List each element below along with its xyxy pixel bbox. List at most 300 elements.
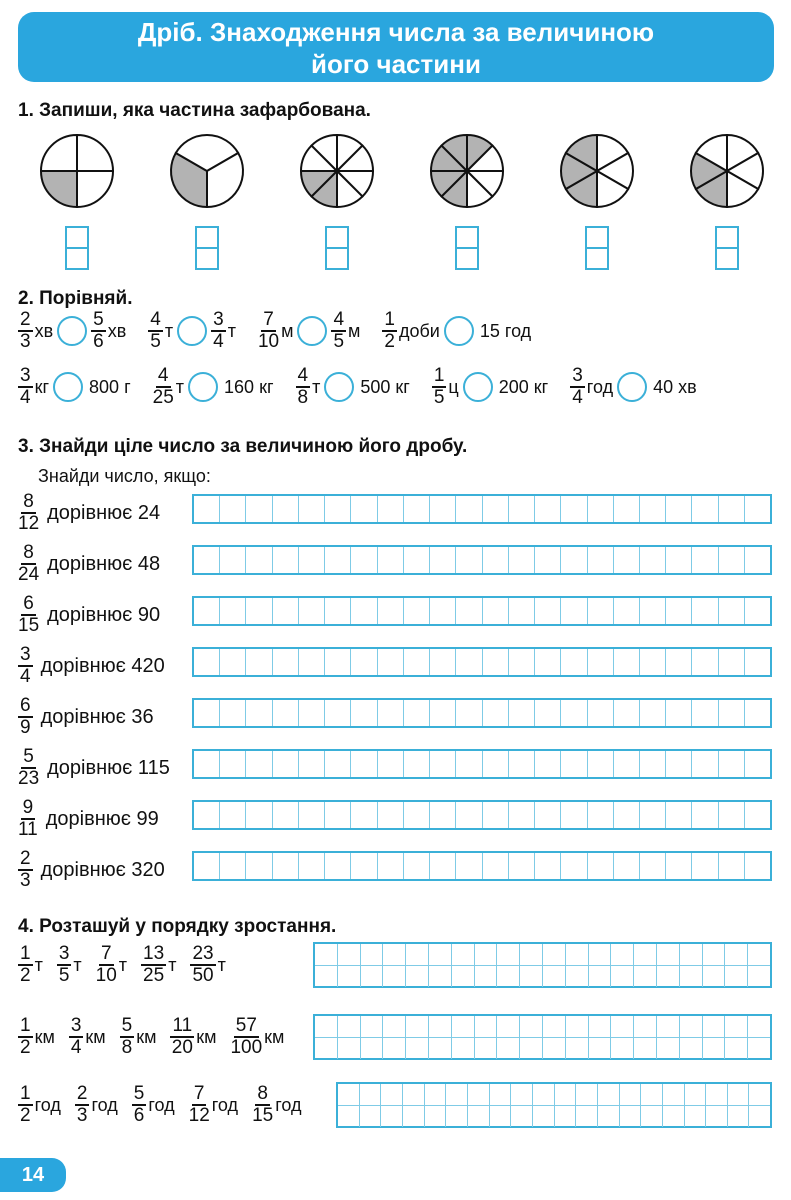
grid-cell[interactable] bbox=[483, 598, 509, 624]
compare-sign-circle[interactable] bbox=[188, 372, 218, 402]
grid-cell[interactable] bbox=[325, 547, 351, 573]
grid-cell[interactable] bbox=[456, 598, 482, 624]
grid-cell[interactable] bbox=[483, 547, 509, 573]
grid-cell[interactable] bbox=[497, 944, 520, 965]
grid-cell[interactable] bbox=[446, 1084, 468, 1105]
grid-cell[interactable] bbox=[692, 751, 718, 777]
grid-cell[interactable] bbox=[692, 598, 718, 624]
answer-grid[interactable] bbox=[192, 494, 772, 524]
compare-sign-circle[interactable] bbox=[177, 316, 207, 346]
grid-cell[interactable] bbox=[406, 1016, 429, 1037]
grid-cell[interactable] bbox=[430, 496, 456, 522]
grid-cell[interactable] bbox=[728, 1084, 750, 1105]
answer-grid[interactable] bbox=[192, 647, 772, 677]
answer-fraction-box[interactable] bbox=[195, 226, 219, 270]
grid-cell[interactable] bbox=[220, 700, 246, 726]
grid-cell[interactable] bbox=[725, 1016, 748, 1037]
grid-cell[interactable] bbox=[299, 649, 325, 675]
grid-cell[interactable] bbox=[641, 1084, 663, 1105]
grid-cell[interactable] bbox=[509, 598, 535, 624]
grid-cell[interactable] bbox=[378, 547, 404, 573]
grid-cell[interactable] bbox=[703, 1038, 726, 1059]
grid-cell[interactable] bbox=[543, 966, 566, 987]
grid-cell[interactable] bbox=[748, 966, 770, 987]
grid-cell[interactable] bbox=[273, 853, 299, 879]
grid-cell[interactable] bbox=[706, 1106, 728, 1127]
grid-cell[interactable] bbox=[456, 802, 482, 828]
grid-cell[interactable] bbox=[430, 547, 456, 573]
grid-cell[interactable] bbox=[640, 751, 666, 777]
grid-cell[interactable] bbox=[361, 1038, 384, 1059]
grid-cell[interactable] bbox=[745, 853, 770, 879]
grid-cell[interactable] bbox=[640, 547, 666, 573]
grid-cell[interactable] bbox=[483, 649, 509, 675]
grid-cell[interactable] bbox=[535, 700, 561, 726]
grid-cell[interactable] bbox=[657, 1038, 680, 1059]
grid-cell[interactable] bbox=[361, 944, 384, 965]
grid-cell[interactable] bbox=[588, 496, 614, 522]
grid-cell[interactable] bbox=[246, 496, 272, 522]
grid-cell[interactable] bbox=[692, 700, 718, 726]
grid-cell[interactable] bbox=[299, 853, 325, 879]
grid-cell[interactable] bbox=[719, 496, 745, 522]
grid-cell[interactable] bbox=[533, 1106, 555, 1127]
answer-grid[interactable] bbox=[192, 749, 772, 779]
grid-cell[interactable] bbox=[220, 547, 246, 573]
grid-cell[interactable] bbox=[475, 966, 498, 987]
grid-cell[interactable] bbox=[589, 966, 612, 987]
grid-cell[interactable] bbox=[315, 1038, 338, 1059]
grid-cell[interactable] bbox=[719, 802, 745, 828]
grid-cell[interactable] bbox=[315, 944, 338, 965]
grid-cell[interactable] bbox=[634, 1016, 657, 1037]
grid-cell[interactable] bbox=[588, 649, 614, 675]
grid-cell[interactable] bbox=[273, 496, 299, 522]
grid-cell[interactable] bbox=[685, 1084, 707, 1105]
grid-cell[interactable] bbox=[446, 1106, 468, 1127]
grid-cell[interactable] bbox=[338, 1016, 361, 1037]
grid-cell[interactable] bbox=[273, 700, 299, 726]
grid-cell[interactable] bbox=[383, 1038, 406, 1059]
grid-cell[interactable] bbox=[430, 853, 456, 879]
grid-cell[interactable] bbox=[246, 547, 272, 573]
grid-cell[interactable] bbox=[497, 1016, 520, 1037]
grid-cell[interactable] bbox=[692, 547, 718, 573]
grid-cell[interactable] bbox=[351, 853, 377, 879]
grid-cell[interactable] bbox=[749, 1084, 770, 1105]
grid-cell[interactable] bbox=[509, 496, 535, 522]
grid-cell[interactable] bbox=[680, 966, 703, 987]
grid-cell[interactable] bbox=[588, 802, 614, 828]
grid-cell[interactable] bbox=[749, 1106, 770, 1127]
grid-cell[interactable] bbox=[246, 649, 272, 675]
grid-cell[interactable] bbox=[194, 649, 220, 675]
grid-cell[interactable] bbox=[509, 802, 535, 828]
grid-cell[interactable] bbox=[657, 1016, 680, 1037]
grid-cell[interactable] bbox=[561, 751, 587, 777]
grid-cell[interactable] bbox=[475, 944, 498, 965]
grid-cell[interactable] bbox=[220, 853, 246, 879]
grid-cell[interactable] bbox=[614, 751, 640, 777]
grid-cell[interactable] bbox=[351, 598, 377, 624]
grid-cell[interactable] bbox=[640, 496, 666, 522]
grid-cell[interactable] bbox=[299, 547, 325, 573]
grid-cell[interactable] bbox=[620, 1084, 642, 1105]
grid-cell[interactable] bbox=[483, 496, 509, 522]
grid-cell[interactable] bbox=[194, 751, 220, 777]
grid-cell[interactable] bbox=[378, 649, 404, 675]
grid-cell[interactable] bbox=[351, 547, 377, 573]
grid-cell[interactable] bbox=[535, 802, 561, 828]
grid-cell[interactable] bbox=[666, 751, 692, 777]
grid-cell[interactable] bbox=[429, 1016, 452, 1037]
grid-cell[interactable] bbox=[640, 700, 666, 726]
compare-sign-circle[interactable] bbox=[617, 372, 647, 402]
grid-cell[interactable] bbox=[194, 700, 220, 726]
grid-cell[interactable] bbox=[703, 966, 726, 987]
grid-cell[interactable] bbox=[511, 1106, 533, 1127]
grid-cell[interactable] bbox=[589, 1038, 612, 1059]
grid-cell[interactable] bbox=[273, 598, 299, 624]
grid-cell[interactable] bbox=[566, 966, 589, 987]
grid-cell[interactable] bbox=[378, 496, 404, 522]
grid-cell[interactable] bbox=[535, 853, 561, 879]
grid-cell[interactable] bbox=[403, 1106, 425, 1127]
grid-cell[interactable] bbox=[561, 598, 587, 624]
grid-cell[interactable] bbox=[520, 944, 543, 965]
grid-cell[interactable] bbox=[576, 1106, 598, 1127]
grid-cell[interactable] bbox=[430, 649, 456, 675]
grid-cell[interactable] bbox=[315, 966, 338, 987]
grid-cell[interactable] bbox=[692, 496, 718, 522]
grid-cell[interactable] bbox=[614, 802, 640, 828]
grid-cell[interactable] bbox=[719, 751, 745, 777]
grid-cell[interactable] bbox=[692, 802, 718, 828]
grid-cell[interactable] bbox=[404, 649, 430, 675]
grid-cell[interactable] bbox=[680, 1016, 703, 1037]
grid-cell[interactable] bbox=[719, 547, 745, 573]
grid-cell[interactable] bbox=[566, 1016, 589, 1037]
grid-cell[interactable] bbox=[456, 649, 482, 675]
grid-cell[interactable] bbox=[511, 1084, 533, 1105]
grid-cell[interactable] bbox=[566, 1038, 589, 1059]
grid-cell[interactable] bbox=[561, 496, 587, 522]
grid-cell[interactable] bbox=[555, 1084, 577, 1105]
grid-cell[interactable] bbox=[745, 598, 770, 624]
grid-cell[interactable] bbox=[325, 598, 351, 624]
grid-cell[interactable] bbox=[325, 496, 351, 522]
grid-cell[interactable] bbox=[543, 1016, 566, 1037]
grid-cell[interactable] bbox=[406, 944, 429, 965]
grid-cell[interactable] bbox=[703, 1016, 726, 1037]
grid-cell[interactable] bbox=[640, 853, 666, 879]
grid-cell[interactable] bbox=[535, 649, 561, 675]
grid-cell[interactable] bbox=[194, 547, 220, 573]
grid-cell[interactable] bbox=[533, 1084, 555, 1105]
grid-cell[interactable] bbox=[194, 853, 220, 879]
grid-cell[interactable] bbox=[725, 944, 748, 965]
grid-cell[interactable] bbox=[620, 1106, 642, 1127]
grid-cell[interactable] bbox=[535, 751, 561, 777]
grid-cell[interactable] bbox=[246, 598, 272, 624]
answer-fraction-box[interactable] bbox=[715, 226, 739, 270]
grid-cell[interactable] bbox=[338, 1038, 361, 1059]
grid-cell[interactable] bbox=[719, 649, 745, 675]
grid-cell[interactable] bbox=[351, 751, 377, 777]
compare-sign-circle[interactable] bbox=[444, 316, 474, 346]
grid-cell[interactable] bbox=[452, 1016, 475, 1037]
grid-cell[interactable] bbox=[338, 1084, 360, 1105]
grid-cell[interactable] bbox=[663, 1106, 685, 1127]
grid-cell[interactable] bbox=[748, 944, 770, 965]
grid-cell[interactable] bbox=[614, 649, 640, 675]
grid-cell[interactable] bbox=[456, 853, 482, 879]
answer-fraction-box[interactable] bbox=[455, 226, 479, 270]
grid-cell[interactable] bbox=[725, 1038, 748, 1059]
answer-fraction-box[interactable] bbox=[585, 226, 609, 270]
grid-cell[interactable] bbox=[719, 598, 745, 624]
grid-cell[interactable] bbox=[325, 649, 351, 675]
grid-cell[interactable] bbox=[406, 1038, 429, 1059]
grid-cell[interactable] bbox=[640, 649, 666, 675]
grid-cell[interactable] bbox=[273, 802, 299, 828]
grid-cell[interactable] bbox=[745, 700, 770, 726]
grid-cell[interactable] bbox=[383, 966, 406, 987]
grid-cell[interactable] bbox=[680, 944, 703, 965]
grid-cell[interactable] bbox=[351, 649, 377, 675]
answer-grid[interactable] bbox=[192, 851, 772, 881]
grid-cell[interactable] bbox=[430, 598, 456, 624]
grid-cell[interactable] bbox=[361, 1016, 384, 1037]
grid-cell[interactable] bbox=[361, 966, 384, 987]
grid-cell[interactable] bbox=[429, 1038, 452, 1059]
answer-fraction-box[interactable] bbox=[325, 226, 349, 270]
answer-grid[interactable] bbox=[192, 800, 772, 830]
grid-cell[interactable] bbox=[666, 649, 692, 675]
grid-cell[interactable] bbox=[452, 966, 475, 987]
grid-cell[interactable] bbox=[425, 1084, 447, 1105]
order-answer-grid[interactable] bbox=[313, 1014, 772, 1060]
grid-cell[interactable] bbox=[657, 944, 680, 965]
grid-cell[interactable] bbox=[194, 802, 220, 828]
grid-cell[interactable] bbox=[483, 802, 509, 828]
grid-cell[interactable] bbox=[338, 1106, 360, 1127]
grid-cell[interactable] bbox=[483, 751, 509, 777]
grid-cell[interactable] bbox=[745, 547, 770, 573]
grid-cell[interactable] bbox=[666, 700, 692, 726]
grid-cell[interactable] bbox=[325, 853, 351, 879]
grid-cell[interactable] bbox=[535, 547, 561, 573]
grid-cell[interactable] bbox=[745, 751, 770, 777]
grid-cell[interactable] bbox=[430, 700, 456, 726]
grid-cell[interactable] bbox=[381, 1084, 403, 1105]
grid-cell[interactable] bbox=[351, 700, 377, 726]
grid-cell[interactable] bbox=[641, 1106, 663, 1127]
grid-cell[interactable] bbox=[404, 802, 430, 828]
grid-cell[interactable] bbox=[706, 1084, 728, 1105]
grid-cell[interactable] bbox=[535, 598, 561, 624]
grid-cell[interactable] bbox=[299, 598, 325, 624]
grid-cell[interactable] bbox=[456, 496, 482, 522]
grid-cell[interactable] bbox=[381, 1106, 403, 1127]
grid-cell[interactable] bbox=[611, 1016, 634, 1037]
grid-cell[interactable] bbox=[378, 751, 404, 777]
grid-cell[interactable] bbox=[566, 944, 589, 965]
grid-cell[interactable] bbox=[719, 700, 745, 726]
grid-cell[interactable] bbox=[404, 598, 430, 624]
compare-sign-circle[interactable] bbox=[57, 316, 87, 346]
answer-fraction-box[interactable] bbox=[65, 226, 89, 270]
grid-cell[interactable] bbox=[220, 751, 246, 777]
grid-cell[interactable] bbox=[404, 853, 430, 879]
grid-cell[interactable] bbox=[680, 1038, 703, 1059]
grid-cell[interactable] bbox=[360, 1084, 382, 1105]
grid-cell[interactable] bbox=[634, 1038, 657, 1059]
grid-cell[interactable] bbox=[483, 853, 509, 879]
grid-cell[interactable] bbox=[509, 700, 535, 726]
grid-cell[interactable] bbox=[520, 1016, 543, 1037]
grid-cell[interactable] bbox=[456, 700, 482, 726]
grid-cell[interactable] bbox=[535, 496, 561, 522]
grid-cell[interactable] bbox=[666, 853, 692, 879]
grid-cell[interactable] bbox=[299, 700, 325, 726]
grid-cell[interactable] bbox=[220, 802, 246, 828]
grid-cell[interactable] bbox=[220, 598, 246, 624]
grid-cell[interactable] bbox=[561, 700, 587, 726]
grid-cell[interactable] bbox=[745, 649, 770, 675]
grid-cell[interactable] bbox=[338, 966, 361, 987]
grid-cell[interactable] bbox=[666, 802, 692, 828]
grid-cell[interactable] bbox=[468, 1106, 490, 1127]
grid-cell[interactable] bbox=[748, 1038, 770, 1059]
answer-grid[interactable] bbox=[192, 545, 772, 575]
grid-cell[interactable] bbox=[588, 547, 614, 573]
grid-cell[interactable] bbox=[378, 853, 404, 879]
grid-cell[interactable] bbox=[745, 802, 770, 828]
grid-cell[interactable] bbox=[666, 496, 692, 522]
grid-cell[interactable] bbox=[404, 751, 430, 777]
grid-cell[interactable] bbox=[703, 944, 726, 965]
grid-cell[interactable] bbox=[378, 598, 404, 624]
compare-sign-circle[interactable] bbox=[463, 372, 493, 402]
grid-cell[interactable] bbox=[692, 649, 718, 675]
grid-cell[interactable] bbox=[430, 751, 456, 777]
grid-cell[interactable] bbox=[383, 944, 406, 965]
grid-cell[interactable] bbox=[194, 496, 220, 522]
grid-cell[interactable] bbox=[588, 853, 614, 879]
grid-cell[interactable] bbox=[520, 966, 543, 987]
grid-cell[interactable] bbox=[430, 802, 456, 828]
grid-cell[interactable] bbox=[220, 649, 246, 675]
compare-sign-circle[interactable] bbox=[297, 316, 327, 346]
grid-cell[interactable] bbox=[614, 700, 640, 726]
grid-cell[interactable] bbox=[338, 944, 361, 965]
grid-cell[interactable] bbox=[589, 944, 612, 965]
grid-cell[interactable] bbox=[728, 1106, 750, 1127]
grid-cell[interactable] bbox=[666, 547, 692, 573]
grid-cell[interactable] bbox=[611, 944, 634, 965]
grid-cell[interactable] bbox=[456, 547, 482, 573]
grid-cell[interactable] bbox=[273, 547, 299, 573]
grid-cell[interactable] bbox=[640, 598, 666, 624]
grid-cell[interactable] bbox=[483, 700, 509, 726]
grid-cell[interactable] bbox=[543, 944, 566, 965]
grid-cell[interactable] bbox=[360, 1106, 382, 1127]
order-answer-grid[interactable] bbox=[336, 1082, 772, 1128]
grid-cell[interactable] bbox=[325, 751, 351, 777]
grid-cell[interactable] bbox=[468, 1084, 490, 1105]
grid-cell[interactable] bbox=[383, 1016, 406, 1037]
grid-cell[interactable] bbox=[351, 496, 377, 522]
grid-cell[interactable] bbox=[543, 1038, 566, 1059]
grid-cell[interactable] bbox=[246, 853, 272, 879]
grid-cell[interactable] bbox=[561, 547, 587, 573]
grid-cell[interactable] bbox=[246, 751, 272, 777]
grid-cell[interactable] bbox=[475, 1038, 498, 1059]
grid-cell[interactable] bbox=[509, 547, 535, 573]
grid-cell[interactable] bbox=[194, 598, 220, 624]
grid-cell[interactable] bbox=[614, 547, 640, 573]
grid-cell[interactable] bbox=[246, 700, 272, 726]
grid-cell[interactable] bbox=[404, 496, 430, 522]
grid-cell[interactable] bbox=[588, 700, 614, 726]
grid-cell[interactable] bbox=[429, 966, 452, 987]
grid-cell[interactable] bbox=[299, 802, 325, 828]
grid-cell[interactable] bbox=[490, 1106, 512, 1127]
grid-cell[interactable] bbox=[561, 649, 587, 675]
grid-cell[interactable] bbox=[273, 751, 299, 777]
answer-grid[interactable] bbox=[192, 596, 772, 626]
grid-cell[interactable] bbox=[634, 944, 657, 965]
grid-cell[interactable] bbox=[452, 944, 475, 965]
grid-cell[interactable] bbox=[404, 547, 430, 573]
order-answer-grid[interactable] bbox=[313, 942, 772, 988]
grid-cell[interactable] bbox=[666, 598, 692, 624]
grid-cell[interactable] bbox=[378, 802, 404, 828]
grid-cell[interactable] bbox=[588, 751, 614, 777]
grid-cell[interactable] bbox=[598, 1084, 620, 1105]
grid-cell[interactable] bbox=[475, 1016, 498, 1037]
grid-cell[interactable] bbox=[299, 751, 325, 777]
compare-sign-circle[interactable] bbox=[324, 372, 354, 402]
grid-cell[interactable] bbox=[429, 944, 452, 965]
grid-cell[interactable] bbox=[509, 649, 535, 675]
grid-cell[interactable] bbox=[685, 1106, 707, 1127]
grid-cell[interactable] bbox=[589, 1016, 612, 1037]
grid-cell[interactable] bbox=[425, 1106, 447, 1127]
grid-cell[interactable] bbox=[351, 802, 377, 828]
grid-cell[interactable] bbox=[378, 700, 404, 726]
grid-cell[interactable] bbox=[220, 496, 246, 522]
grid-cell[interactable] bbox=[520, 1038, 543, 1059]
grid-cell[interactable] bbox=[299, 496, 325, 522]
answer-grid[interactable] bbox=[192, 698, 772, 728]
grid-cell[interactable] bbox=[404, 700, 430, 726]
grid-cell[interactable] bbox=[561, 853, 587, 879]
grid-cell[interactable] bbox=[611, 1038, 634, 1059]
compare-sign-circle[interactable] bbox=[53, 372, 83, 402]
grid-cell[interactable] bbox=[509, 751, 535, 777]
grid-cell[interactable] bbox=[456, 751, 482, 777]
grid-cell[interactable] bbox=[719, 853, 745, 879]
grid-cell[interactable] bbox=[614, 853, 640, 879]
grid-cell[interactable] bbox=[555, 1106, 577, 1127]
grid-cell[interactable] bbox=[497, 966, 520, 987]
grid-cell[interactable] bbox=[614, 598, 640, 624]
grid-cell[interactable] bbox=[561, 802, 587, 828]
grid-cell[interactable] bbox=[325, 700, 351, 726]
grid-cell[interactable] bbox=[634, 966, 657, 987]
